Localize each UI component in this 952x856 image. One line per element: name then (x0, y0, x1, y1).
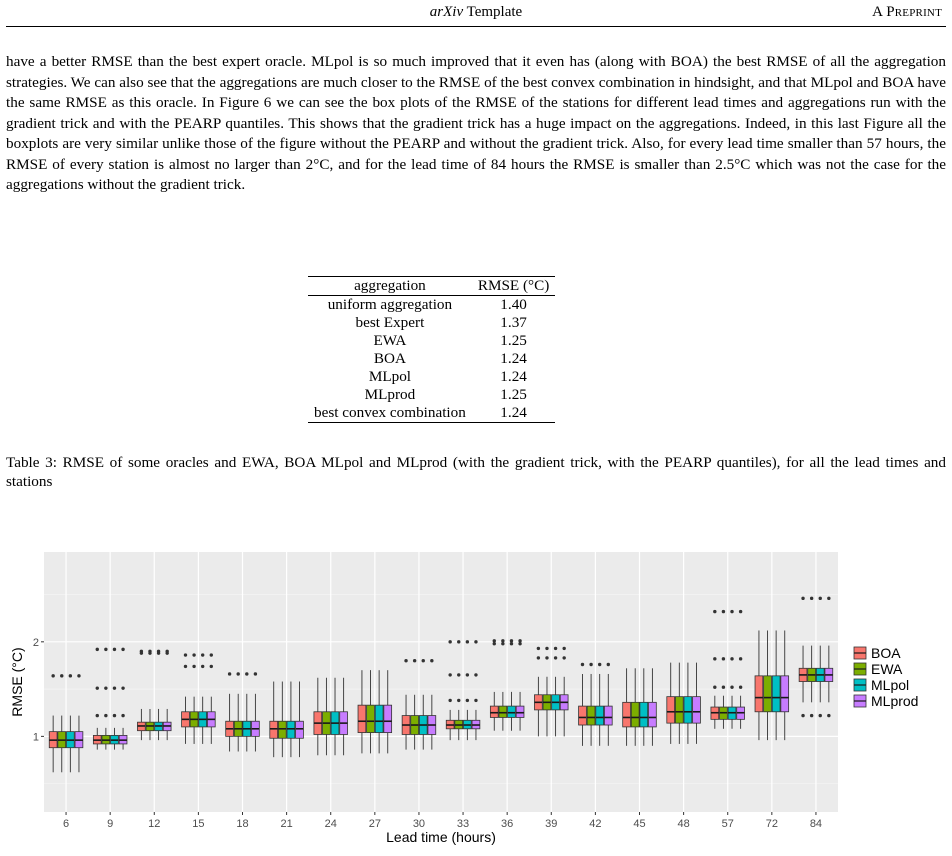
outlier-point (722, 610, 725, 613)
table-row (308, 314, 555, 332)
outlier-point (184, 665, 187, 668)
table-caption: Table 3: RMSE of some oracles and EWA, BOA MLpol and MLprod (with the gradient trick, with the PEARP quantiles), for all the lead times and stations (6, 454, 946, 490)
outlier-point (801, 597, 804, 600)
outlier-point (739, 610, 742, 613)
table-cell: best Expert (355, 314, 425, 331)
box-mlprod (649, 702, 657, 727)
outlier-point (827, 597, 830, 600)
outlier-point (589, 663, 592, 666)
outlier-point (192, 665, 195, 668)
box-ewa (499, 706, 507, 717)
table-cell: best convex combination (308, 404, 472, 423)
table-header-cell: RMSE (°C) (472, 277, 555, 296)
outlier-point (554, 656, 557, 659)
outlier-point (474, 699, 477, 702)
outlier-point (801, 714, 804, 717)
outlier-point (545, 647, 548, 650)
outlier-point (562, 647, 565, 650)
outlier-point (713, 686, 716, 689)
table-row (308, 332, 555, 350)
table-cell: 1.24 (472, 404, 555, 423)
table-cell: 1.37 (500, 314, 527, 331)
outlier-point (413, 659, 416, 662)
table-cell: MLpol (368, 368, 412, 385)
x-tick-label: 36 (501, 818, 514, 830)
outlier-point (148, 650, 151, 653)
outlier-point (581, 663, 584, 666)
outlier-point (501, 639, 504, 642)
outlier-point (545, 656, 548, 659)
x-tick-label: 18 (236, 818, 249, 830)
outlier-point (819, 714, 822, 717)
box-boa (667, 697, 675, 723)
outlier-point (201, 665, 204, 668)
x-tick-label: 9 (107, 818, 114, 830)
outlier-point (121, 648, 124, 651)
outlier-point (554, 647, 557, 650)
outlier-point (165, 650, 168, 653)
box-boa (579, 706, 587, 725)
table-cell: BOA (373, 350, 406, 367)
box-ewa (631, 702, 639, 727)
plot-panel (44, 552, 838, 812)
box-mlprod (516, 706, 524, 717)
outlier-point (113, 714, 116, 717)
y-axis-label: RMSE (°C) (9, 647, 25, 717)
box-mlpol (287, 721, 295, 738)
legend-label-mlprod: MLprod (871, 693, 919, 709)
outlier-point (474, 640, 477, 643)
box-mlprod (384, 705, 392, 732)
box-ewa (764, 676, 772, 712)
table-cell: EWA (373, 332, 407, 349)
page-header (6, 2, 946, 24)
outlier-point (51, 674, 54, 677)
box-boa (490, 706, 498, 717)
outlier-point (121, 686, 124, 689)
box-ewa (587, 706, 595, 725)
box-ewa (278, 721, 286, 738)
outlier-point (210, 653, 213, 656)
outlier-point (537, 656, 540, 659)
box-boa (358, 705, 366, 732)
table-header-cell: aggregation (308, 277, 472, 296)
outlier-point (730, 657, 733, 660)
x-tick-label: 27 (368, 818, 381, 830)
outlier-point (113, 686, 116, 689)
outlier-point (237, 672, 240, 675)
box-mlprod (604, 706, 612, 725)
outlier-point (810, 714, 813, 717)
outlier-point (113, 648, 116, 651)
table-header-row (308, 277, 555, 296)
outlier-point (607, 663, 610, 666)
table-row (308, 368, 555, 386)
table-cell: uniform aggregation (327, 296, 453, 313)
outlier-point (457, 640, 460, 643)
x-axis-label: Lead time (hours) (386, 829, 496, 845)
box-mlprod (296, 721, 304, 738)
table-row (308, 386, 555, 404)
legend-label-mlpol: MLpol (871, 677, 910, 693)
outlier-point (457, 699, 460, 702)
box-boa (623, 702, 631, 727)
outlier-point (157, 650, 160, 653)
legend-label-boa: BOA (871, 645, 901, 661)
rmse-table (308, 276, 555, 423)
box-mlpol (596, 706, 604, 725)
outlier-point (96, 648, 99, 651)
box-mlprod (781, 676, 789, 712)
y-tick-label: 2 (32, 636, 39, 649)
body-paragraph: have a better RMSE than the best expert oracle. MLpol is so much improved that it even has (along with BOA) the best RMSE of all the aggregation strategies. We can also see that the aggregations are much closer to the RMSE of the best convex combination in hindsight, and that MLpol and BOA have the same RMSE as this oracle. In Figure 6 we can see the box plots of the RMSE of the stations for different lead times and aggregations run with the gradient trick and with the PEARP quantiles. This shows that the gradient trick has a huge impact on the aggregations. Indeed, in this last Figure all the boxplots are very similar unlike those of the figure without the PEARP and without the gradient trick. Also, for every lead time smaller than 57 hours, the RMSE of every station is almost no larger than 2°C, and for the lead time of 84 hours the RMSE is smaller than 2.5°C which was not the case for the aggregations without the gradient trick. (6, 53, 946, 193)
outlier-point (730, 686, 733, 689)
box-mlpol (508, 706, 516, 717)
running-title (6, 4, 946, 21)
x-tick-label: 24 (324, 818, 337, 830)
outlier-point (510, 639, 513, 642)
outlier-point (104, 686, 107, 689)
x-tick-label: 57 (721, 818, 734, 830)
table-cell: 1.25 (500, 332, 527, 349)
outlier-point (537, 647, 540, 650)
x-tick-label: 72 (765, 818, 778, 830)
x-tick-label: 45 (633, 818, 646, 830)
y-tick-label: 1 (32, 731, 39, 744)
box-boa (270, 721, 278, 738)
box-mlpol (684, 697, 692, 723)
outlier-point (184, 653, 187, 656)
outlier-point (121, 714, 124, 717)
x-tick-label: 15 (192, 818, 205, 830)
outlier-point (562, 656, 565, 659)
x-tick-label: 30 (412, 818, 426, 830)
outlier-point (430, 659, 433, 662)
x-tick-label: 12 (148, 818, 161, 830)
outlier-point (404, 659, 407, 662)
table-row (308, 350, 555, 368)
box-boa (755, 676, 763, 712)
table-row (308, 404, 555, 423)
outlier-point (210, 665, 213, 668)
outlier-point (713, 610, 716, 613)
box-mlpol (375, 705, 383, 732)
outlier-point (104, 648, 107, 651)
rmse-boxplot-chart (0, 550, 952, 856)
table-cell: 1.25 (500, 386, 527, 403)
box-ewa (675, 697, 683, 723)
table-row (308, 296, 555, 315)
outlier-point (448, 640, 451, 643)
outlier-point (96, 686, 99, 689)
outlier-point (60, 674, 63, 677)
outlier-point (422, 659, 425, 662)
header-rule (6, 26, 946, 27)
outlier-point (228, 672, 231, 675)
outlier-point (819, 597, 822, 600)
outlier-point (457, 673, 460, 676)
outlier-point (730, 610, 733, 613)
outlier-point (739, 686, 742, 689)
outlier-point (713, 657, 716, 660)
outlier-point (448, 699, 451, 702)
outlier-point (104, 714, 107, 717)
outlier-point (254, 672, 257, 675)
outlier-point (722, 686, 725, 689)
box-mlpol (772, 676, 780, 712)
outlier-point (69, 674, 72, 677)
outlier-point (96, 714, 99, 717)
outlier-point (448, 673, 451, 676)
outlier-point (474, 673, 477, 676)
box-mlpol (640, 702, 648, 727)
outlier-point (518, 639, 521, 642)
outlier-point (77, 674, 80, 677)
box-ewa (367, 705, 375, 732)
running-title-rest: Template (463, 4, 523, 20)
table-cell: MLprod (364, 386, 416, 403)
outlier-point (466, 699, 469, 702)
outlier-point (827, 714, 830, 717)
outlier-point (810, 597, 813, 600)
x-tick-label: 42 (589, 818, 602, 830)
outlier-point (466, 673, 469, 676)
outlier-point (493, 639, 496, 642)
outlier-point (466, 640, 469, 643)
box-mlprod (693, 697, 701, 723)
outlier-point (739, 657, 742, 660)
x-tick-label: 48 (677, 818, 690, 830)
outlier-point (722, 657, 725, 660)
table-cell: 1.24 (500, 350, 527, 367)
outlier-point (598, 663, 601, 666)
table-cell: 1.40 (500, 296, 527, 313)
preprint-label: A Preprint (872, 4, 942, 20)
x-tick-label: 84 (809, 818, 823, 830)
x-tick-label: 6 (62, 818, 70, 830)
outlier-point (201, 653, 204, 656)
legend-label-ewa: EWA (871, 661, 903, 677)
outlier-point (192, 653, 195, 656)
x-tick-label: 21 (280, 818, 293, 830)
outlier-point (245, 672, 248, 675)
x-tick-label: 39 (545, 818, 558, 830)
outlier-point (140, 650, 143, 653)
x-tick-label: 33 (456, 818, 470, 830)
running-title-italic: arXiv (429, 4, 464, 20)
table-cell: 1.24 (500, 368, 527, 385)
